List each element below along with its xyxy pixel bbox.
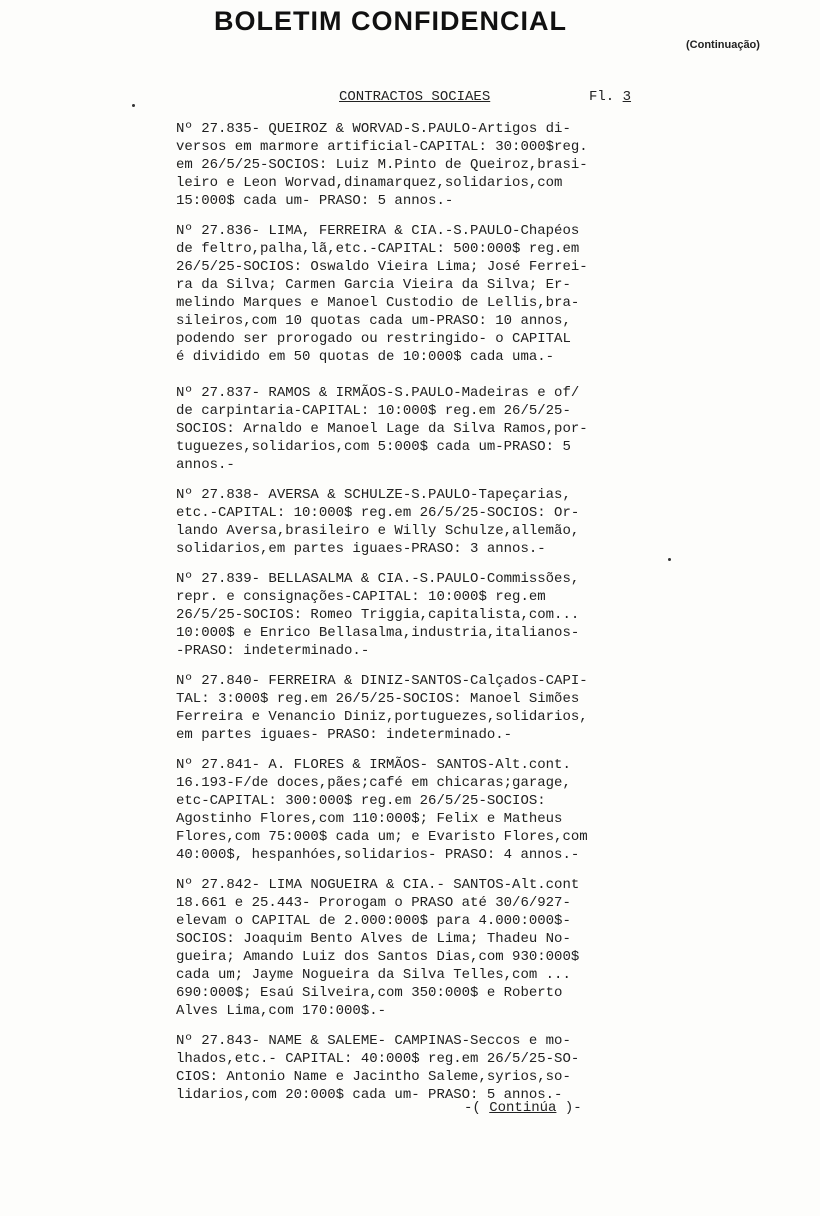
contract-entry [176, 222, 696, 366]
entry-line: 16.193-F/de doces,pães;café em chicaras;garage, [176, 775, 571, 791]
contract-entry [176, 120, 696, 210]
entry-line: TAL: 3:000$ reg.em 26/5/25-SOCIOS: Manoel Simões [176, 691, 580, 707]
contract-entry [176, 672, 696, 744]
contract-entry [176, 756, 696, 864]
entry-line: cada um; Jayme Nogueira da Silva Telles,com ... [176, 967, 571, 983]
bulletin-title: BOLETIM CONFIDENCIAL [214, 6, 567, 36]
continues-footer [464, 1100, 582, 1116]
section-title: CONTRACTOS SOCIAES [339, 89, 491, 105]
entry-line: gueira; Amando Luiz dos Santos Dias,com 930:000$ [176, 949, 580, 965]
entry-line: Alves Lima,com 170:000$.- [176, 1003, 387, 1019]
contract-entry [176, 1032, 696, 1104]
entry-line: de carpintaria-CAPITAL: 10:000$ reg.em 26/5/25- [176, 403, 571, 419]
entry-line: lando Aversa,brasileiro e Willy Schulze,allemão, [176, 523, 580, 539]
entry-line: Ferreira e Venancio Diniz,portuguezes,solidarios, [176, 709, 588, 725]
entry-line: 18.661 e 25.443- Prorogam o PRASO até 30/6/927- [176, 895, 571, 911]
entry-line: Nº 27.836- LIMA, FERREIRA & CIA.-S.PAULO-Chapéos [176, 223, 580, 239]
contract-entry [176, 384, 696, 474]
entry-line: 40:000$, hespanhóes,solidarios- PRASO: 4 annos.- [176, 847, 580, 863]
entry-line: Nº 27.838- AVERSA & SCHULZE-S.PAULO-Tapeçarias, [176, 487, 571, 503]
entry-line: Nº 27.840- FERREIRA & DINIZ-SANTOS-Calçados-CAPI- [176, 673, 588, 689]
entry-line: Nº 27.842- LIMA NOGUEIRA & CIA.- SANTOS-Alt.cont [176, 877, 580, 893]
footer-continua: Continúa [489, 1100, 557, 1116]
contract-entry [176, 486, 696, 558]
entry-line: SOCIOS: Joaquim Bento Alves de Lima; Thadeu No- [176, 931, 571, 947]
ink-speck [132, 104, 135, 107]
entry-line: Nº 27.837- RAMOS & IRMÃOS-S.PAULO-Madeiras e of/ [176, 385, 580, 401]
entry-line: Nº 27.841- A. FLORES & IRMÃOS- SANTOS-Alt.cont. [176, 757, 571, 773]
entry-line: ra da Silva; Carmen Garcia Vieira da Silva; Er- [176, 277, 571, 293]
continuation-note: (Continuação) [686, 39, 760, 51]
entry-line: sileiros,com 10 quotas cada um-PRASO: 10 annos, [176, 313, 571, 329]
entry-line: melindo Marques e Manoel Custodio de Lellis,bra- [176, 295, 580, 311]
footer-close: )- [564, 1100, 582, 1116]
entry-line: leiro e Leon Worvad,dinamarquez,solidarios,com [176, 175, 563, 191]
entry-line: etc-CAPITAL: 300:000$ reg.em 26/5/25-SOCIOS: [176, 793, 546, 809]
entry-line: de feltro,palha,lã,etc.-CAPITAL: 500:000$ reg.em [176, 241, 580, 257]
entry-line: 690:000$; Esaú Silveira,com 350:000$ e Roberto [176, 985, 563, 1001]
entry-line: 26/5/25-SOCIOS: Oswaldo Vieira Lima; José Ferrei- [176, 259, 588, 275]
entry-line: 26/5/25-SOCIOS: Romeo Triggia,capitalista,com... [176, 607, 580, 623]
entry-line: tuguezes,solidarios,com 5:000$ cada um-PRASO: 5 [176, 439, 571, 455]
footer-open: -( [464, 1100, 481, 1116]
contract-entry [176, 570, 696, 660]
entry-line: podendo ser prorogado ou restringido- o CAPITAL [176, 331, 571, 347]
entry-line: SOCIOS: Arnaldo e Manoel Lage da Silva Ramos,por- [176, 421, 588, 437]
entry-line: solidarios,em partes iguaes-PRASO: 3 annos.- [176, 541, 546, 557]
entry-line: Nº 27.835- QUEIROZ & WORVAD-S.PAULO-Artigos di- [176, 121, 571, 137]
folio-number: 3 [622, 89, 632, 105]
entry-line: -PRASO: indeterminado.- [176, 643, 370, 659]
contract-entries [176, 120, 696, 1104]
entry-line: lidarios,com 20:000$ cada um- PRASO: 5 annos.- [176, 1087, 563, 1103]
entry-line: 15:000$ cada um- PRASO: 5 annos.- [176, 193, 454, 209]
ink-speck [668, 558, 671, 561]
entry-line: Flores,com 75:000$ cada um; e Evaristo Flores,com [176, 829, 588, 845]
contract-entry [176, 876, 696, 1020]
entry-line: 10:000$ e Enrico Bellasalma,industria,italianos- [176, 625, 580, 641]
entry-line: CIOS: Antonio Name e Jacintho Saleme,syrios,so- [176, 1069, 571, 1085]
entry-line: annos.- [176, 457, 235, 473]
entry-line: lhados,etc.- CAPITAL: 40:000$ reg.em 26/5/25-SO- [176, 1051, 580, 1067]
folio [589, 89, 631, 105]
entry-line: Nº 27.839- BELLASALMA & CIA.-S.PAULO-Commissões, [176, 571, 580, 587]
entry-line: Agostinho Flores,com 110:000$; Felix e Matheus [176, 811, 563, 827]
entry-line: versos em marmore artificial-CAPITAL: 30:000$reg. [176, 139, 588, 155]
entry-line: etc.-CAPITAL: 10:000$ reg.em 26/5/25-SOCIOS: Or- [176, 505, 580, 521]
folio-label: Fl. [589, 89, 615, 105]
entry-line: Nº 27.843- NAME & SALEME- CAMPINAS-Seccos e mo- [176, 1033, 571, 1049]
entry-line: é dividido em 50 quotas de 10:000$ cada uma.- [176, 349, 555, 365]
entry-line: repr. e consignações-CAPITAL: 10:000$ reg.em [176, 589, 546, 605]
entry-line: em partes iguaes- PRASO: indeterminado.- [176, 727, 513, 743]
entry-line: elevam o CAPITAL de 2.000:000$ para 4.000:000$- [176, 913, 571, 929]
entry-line: em 26/5/25-SOCIOS: Luiz M.Pinto de Queiroz,brasi- [176, 157, 588, 173]
